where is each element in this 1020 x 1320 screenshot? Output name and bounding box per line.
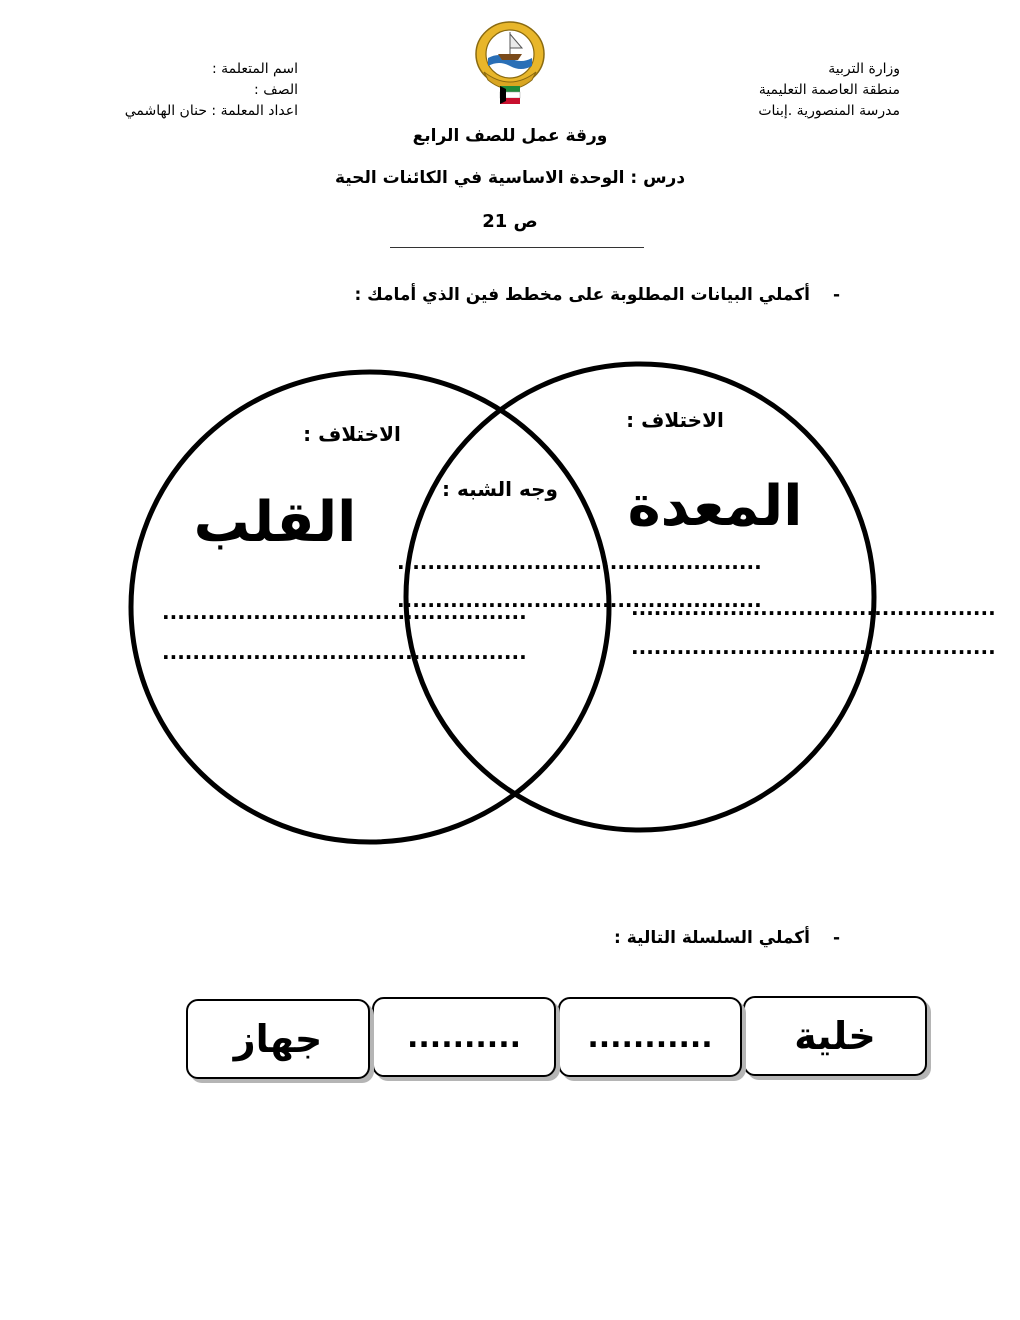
title-divider <box>390 247 644 248</box>
q2-instruction: أكملي السلسلة التالية : <box>614 928 810 948</box>
middle-answer-line-2[interactable]: ................................................ <box>397 588 762 612</box>
chain-box-blank-2[interactable]: .......... <box>372 997 556 1077</box>
middle-answer-line-1[interactable]: ................................................ <box>397 550 762 574</box>
right-answer-line-2[interactable]: ................................................ <box>631 635 996 659</box>
venn-left-title: القلب <box>193 490 357 555</box>
lesson-title: درس : الوحدة الاساسية في الكائنات الحية <box>334 168 686 188</box>
venn-right-difference-label: الاختلاف : <box>626 408 724 432</box>
teacher-label: اعداد المعلمة : حنان الهاشمي <box>124 103 298 119</box>
chain-box-cell: خلية <box>743 996 927 1076</box>
q1-instruction: أكملي البيانات المطلوبة على مخطط فين الذي أمامك : <box>354 285 810 305</box>
venn-similarity-label: وجه الشبه : <box>442 477 558 501</box>
q2-dash: - <box>832 928 840 948</box>
school-label: مدرسة المنصورية .إبنات <box>758 103 900 119</box>
student-name-field: اسم المتعلمة : <box>211 61 298 77</box>
left-answer-line-1[interactable]: ................................................ <box>162 600 527 624</box>
worksheet-title: ورقة عمل للصف الرابع <box>412 126 608 146</box>
ministry-label: وزارة التربية <box>828 61 900 77</box>
chain-box-system: جهاز <box>186 999 370 1079</box>
page-number: ص 21 <box>482 211 538 232</box>
venn-left-difference-label: الاختلاف : <box>303 422 401 446</box>
right-answer-line-1[interactable]: ................................................ <box>631 596 996 620</box>
q1-dash: - <box>832 285 840 305</box>
class-field: الصف : <box>254 82 298 98</box>
venn-right-title: المعدة <box>627 474 803 539</box>
chain-box-blank-1[interactable]: ........... <box>558 997 742 1077</box>
left-answer-line-2[interactable]: ................................................ <box>162 640 527 664</box>
district-label: منطقة العاصمة التعليمية <box>758 82 900 98</box>
kuwait-emblem-logo <box>470 18 550 114</box>
